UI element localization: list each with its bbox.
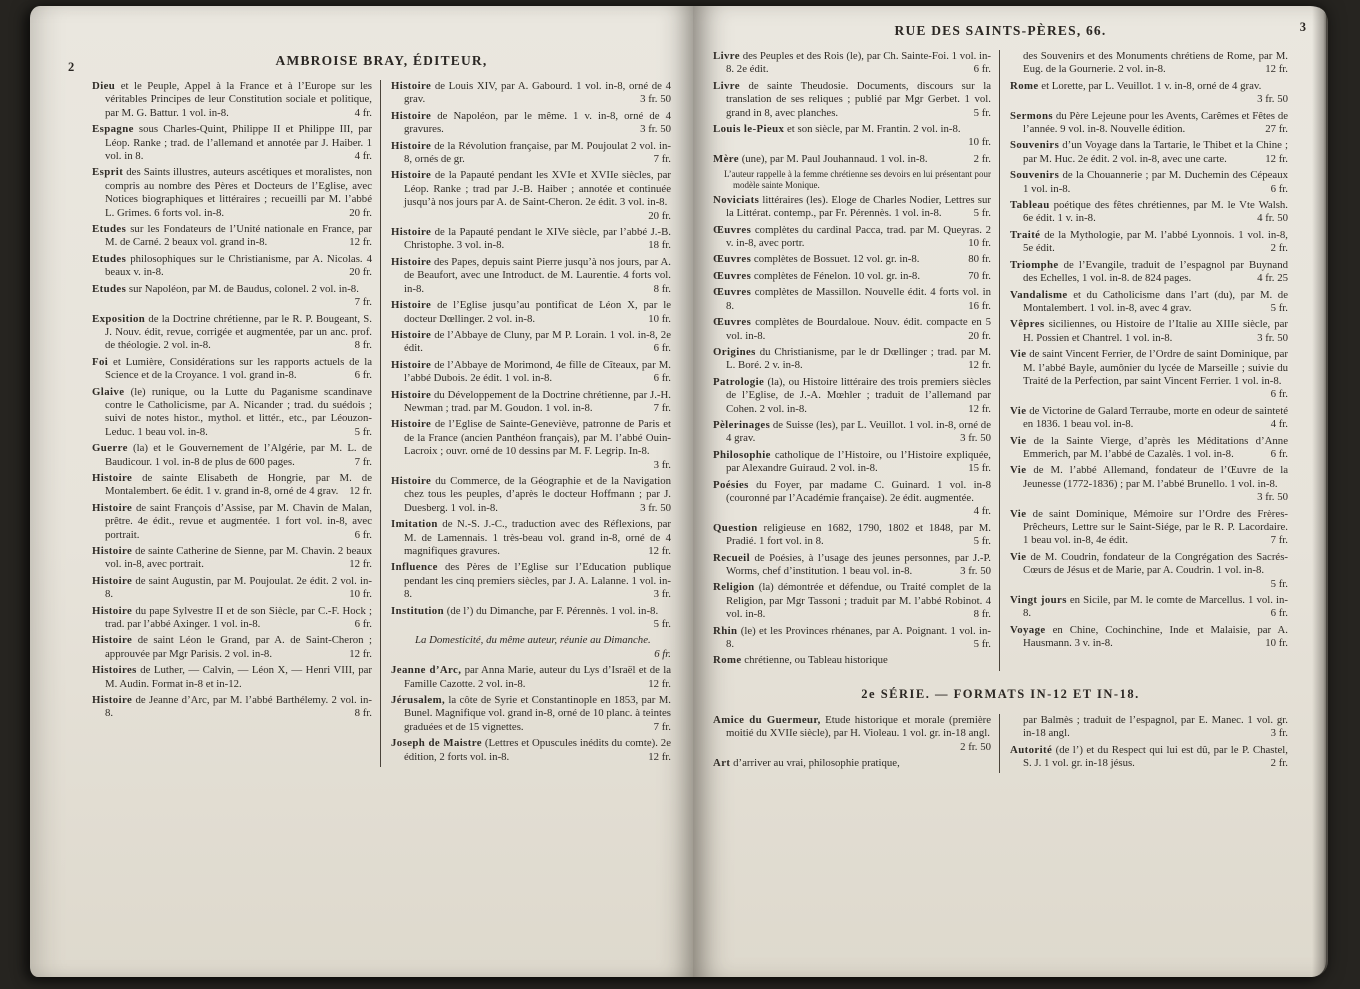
entry-price: 7 fr.: [354, 455, 372, 468]
entry-price: 6 fr.: [354, 618, 372, 631]
page-left-header-row: [68, 52, 671, 74]
catalog-entry: Question religieuse en 1682, 1790, 1802 et 1848, par M. Pradié. 1 fort vol. in 8. 5 fr.: [713, 521, 991, 548]
entry-price: 4 fr. 25: [1257, 272, 1288, 285]
entry-price: 18 fr.: [648, 239, 671, 252]
entry-title: Tableau: [1010, 199, 1050, 212]
column-4: [999, 50, 1288, 671]
catalog-entry: Foi et Lumière, Considérations sur les rapports actuels de la Science et de la Croyance. 1 vol. grand in-8. 6 fr.: [92, 355, 372, 382]
entry-price: 2 fr.: [1270, 242, 1288, 255]
catalog-entry: Histoires de Luther, — Calvin, — Léon X, — Henri VIII, par M. Audin. Format in-8 et in-12.: [92, 664, 372, 690]
entry-title: Religion: [713, 581, 755, 594]
entry-title: Voyage: [1010, 623, 1046, 636]
entry-price: 80 fr.: [968, 253, 991, 266]
entry-price: 6 fr.: [354, 528, 372, 541]
catalog-entry: Etudes philosophiques sur le Christianisme, par A. Nicolas. 4 beaux v. in-8. 20 fr.: [92, 252, 372, 279]
entry-title: Histoire: [391, 80, 432, 92]
entry-title: Histoire: [391, 388, 432, 401]
entry-title: Jérusalem,: [391, 694, 446, 707]
catalog-entry: Histoire de saint François d’Assise, par M. Chavin de Malan, prêtre. 4e édit., revue et augmentée. 1 fort vol. in-8, avec portrait. 6 fr.: [92, 501, 372, 541]
entry-title: Souvenirs: [1010, 169, 1060, 182]
entry-title: Œuvres: [713, 269, 752, 282]
entry-price: 5 fr.: [1270, 577, 1288, 590]
entry-price: 20 fr.: [349, 206, 372, 219]
entry-price: 2 fr. 50: [960, 740, 991, 753]
entry-title: Vandalisme: [1010, 288, 1068, 301]
entry-price: 7 fr.: [354, 296, 372, 309]
catalog-entry: Glaive (le) runique, ou la Lutte du Paganisme scandinave contre le Catholicisme, par A. Nicander ; trad. du suédois ; suivi de notes histor., mythol. et littér., etc., par Léouzon-Leduc. 1 beau vol. in-8. 5 fr.: [92, 385, 372, 438]
entry-price: 5 fr.: [973, 207, 991, 220]
catalog-entry: Souvenirs de la Chouannerie ; par M. Duchemin des Cépeaux 1 vol. in-8. 6 fr.: [1010, 169, 1288, 195]
entry-price: 5 fr.: [653, 618, 671, 631]
entry-title: Triomphe: [1010, 258, 1059, 271]
entry-price: 7 fr.: [653, 720, 671, 733]
entry-title: Vie: [1010, 550, 1027, 563]
entry-title: Question: [713, 521, 758, 534]
column-2: [380, 80, 671, 767]
catalog-entry: Histoire de la Papauté pendant le XIVe siècle, par l’abbé J.-B. Christophe. 3 vol. in-8. 18 fr.: [391, 226, 671, 252]
entry-title: Amice du Guermeur,: [713, 713, 821, 726]
entry-price: 12 fr.: [1265, 63, 1288, 76]
entry-price: 3 fr.: [653, 458, 671, 471]
entry-price: 3 fr. 50: [640, 123, 671, 136]
entry-price: 7 fr.: [653, 153, 671, 166]
entry-title: Livre: [713, 50, 740, 62]
entry-price: 15 fr.: [968, 462, 991, 475]
catalog-entry: des Souvenirs et des Monuments chrétiens de Rome, par M. Eug. de la Gournerie. 2 vol. in-8. 12 fr.: [1023, 50, 1288, 76]
catalog-entry: Etudes sur Napoléon, par M. de Baudus, colonel. 2 vol. in-8. 7 fr.: [92, 282, 372, 309]
catalog-entry: Vie de Victorine de Galard Terraube, morte en odeur de sainteté en 1836. 1 beau vol. in-8. 4 fr.: [1010, 404, 1288, 431]
catalog-entry: Voyage en Chine, Cochinchine, Inde et Malaisie, par A. Hausmann. 3 v. in-8. 10 fr.: [1010, 623, 1288, 650]
catalog-entry: Amice du Guermeur, Etude historique et morale (première moitié du XVIIe siècle), par H. Violeau. 1 vol. gr. in-18 angl. 2 fr. 50: [713, 713, 991, 753]
catalog-entry: Œuvres complètes du cardinal Pacca, trad. par M. Queyras. 2 v. in-8, avec portr. 10 fr.: [713, 223, 991, 250]
catalog-entry: Vie de M. l’abbé Allemand, fondateur de l’Œuvre de la Jeunesse (1772-1836) ; par M. l’abbé Brunello. 1 vol. in-8. 3 fr. 50: [1010, 464, 1288, 504]
catalog-entry: Mère (une), par M. Paul Jouhannaud. 1 vol. in-8. 2 fr.: [713, 152, 991, 165]
catalog-entry: par Balmès ; traduit de l’espagnol, par E. Manec. 1 vol. gr. in-18 angl. 3 fr.: [1023, 713, 1288, 740]
entry-title: Foi: [92, 355, 109, 368]
entry-title: Histoire: [92, 604, 133, 617]
catalog-entry: Histoire de l’Abbaye de Cluny, par M P. Lorain. 1 vol. in-8, 2e édit. 6 fr.: [391, 328, 671, 355]
entry-price: 10 fr.: [349, 588, 372, 601]
entry-price: 12 fr.: [648, 750, 671, 763]
entry-title: Philosophie: [713, 448, 771, 461]
entry-title: Jeanne d’Arc,: [391, 664, 462, 677]
catalog-entry: Livre de sainte Theudosie. Documents, discours sur la translation de ses reliques ; publié par Mgr Gerbet. 1 vol. grand in 8, avec planches. 5 fr.: [713, 79, 991, 119]
entry-title: Histoire: [92, 574, 133, 587]
entry-price: 5 fr.: [1270, 301, 1288, 314]
entry-title: Espagne: [92, 123, 134, 136]
catalog-entry: Dieu et le Peuple, Appel à la France et à l’Europe sur les véritables Principes de leur Constitution sociale et politique, par M. G. Battur. 1 vol. in-8. 4 fr.: [92, 80, 372, 119]
catalog-entry: Œuvres complètes de Fénelon. 10 vol. gr. in-8. 70 fr.: [713, 269, 991, 282]
entry-price: 5 fr.: [973, 535, 991, 548]
series-section-header: 2e SÉRIE. — FORMATS IN-12 ET IN-18.: [861, 686, 1140, 701]
entry-price: 8 fr.: [973, 608, 991, 621]
entry-title: Influence: [391, 561, 438, 574]
catalog-entry: Histoire de saint Léon le Grand, par A. de Saint-Cheron ; approuvée par Mgr Parisis. 2 vol. in-8. 12 fr.: [92, 634, 372, 660]
entry-price: 4 fr.: [354, 150, 372, 163]
entry-title: Œuvres: [713, 253, 752, 266]
catalog-entry: Autorité (de l’) et du Respect qui lui est dû, par le P. Chastel, S. J. 1 vol. gr. in-18 jésus. 2 fr.: [1010, 743, 1288, 770]
entry-price: 12 fr.: [349, 647, 372, 660]
catalog-entry: Jeanne d’Arc, par Anna Marie, auteur du Lys d’Israël et de la Famille Cazotte. 2 vol. in-8. 12 fr.: [391, 664, 671, 690]
entry-title: Histoire: [92, 634, 133, 647]
catalog-entry: Philosophie catholique de l’Histoire, ou l’Histoire expliquée, par Alexandre Guiraud. 2 vol. in-8. 15 fr.: [713, 448, 991, 475]
entry-price: 3 fr.: [1270, 727, 1288, 740]
page-right: [693, 6, 1326, 977]
catalog-entry: Tableau poétique des fêtes chrétiennes, par M. le Vte Walsh. 6e édit. 1 v. in-8. 4 fr. 50: [1010, 199, 1288, 225]
catalog-entry: Histoire du Développement de la Doctrine chrétienne, par J.-H. Newman ; trad. par M. Goudon. 1 vol. in-8. 7 fr.: [391, 388, 671, 414]
entry-price: 4 fr. 50: [1257, 212, 1288, 225]
catalog-entry: Histoire du Commerce, de la Géographie et de la Navigation chez tous les peuples, d’après le docteur Hoffmann ; par J. Duesberg. 1 vol. in-8. 3 fr. 50: [391, 474, 671, 514]
entry-price: 2 fr.: [1270, 757, 1288, 770]
entry-title: Histoire: [92, 471, 133, 484]
catalog-entry: Vandalisme et du Catholicisme dans l’art (du), par M. de Montalembert. 1 vol. in-8, avec 4 grav. 5 fr.: [1010, 288, 1288, 314]
entry-title: Œuvres: [713, 223, 752, 236]
entry-price: 12 fr.: [968, 359, 991, 372]
column-1: [92, 80, 380, 767]
entry-title: Recueil: [713, 551, 750, 564]
entry-price: 8 fr.: [653, 282, 671, 295]
catalog-entry: Origines du Christianisme, par le dr Dœllinger ; trad. par M. L. Boré. 2 v. in-8. 12 fr.: [713, 345, 991, 372]
catalog-entry: Rhin (le) et les Provinces rhénanes, par A. Poignant. 1 vol. in-8. 5 fr.: [713, 624, 991, 651]
entry-title: Vêpres: [1010, 318, 1045, 331]
entry-title: Patrologie: [713, 375, 765, 388]
entry-title: Etudes: [92, 282, 127, 295]
entry-price: 10 fr.: [968, 237, 991, 250]
entry-title: Vie: [1010, 507, 1027, 520]
catalog-entry: Vie de la Sainte Vierge, d’après les Méditations d’Anne Emmerich, par M. l’abbé de Cazalès. 1 vol. in-8. 6 fr.: [1010, 434, 1288, 460]
address-header: RUE DES SAINTS-PÈRES, 66.: [894, 23, 1107, 38]
catalog-entry: Histoire de Jeanne d’Arc, par M. l’abbé Barthélemy. 2 vol. in-8. 8 fr.: [92, 694, 372, 720]
entry-price: 5 fr.: [973, 106, 991, 119]
catalog-entry: Livre des Peuples et des Rois (le), par Ch. Sainte-Foi. 1 vol. in-8. 2e édit. 6 fr.: [713, 50, 991, 76]
catalog-entry: Imitation de N.-S. J.-C., traduction avec des Réflexions, par M. de Lamennais. 1 très-beau vol. grand in-8, orné de 4 magnifiques gravures. 12 fr.: [391, 518, 671, 557]
entry-title: Vie: [1010, 434, 1027, 447]
entry-title: Histoire: [391, 255, 432, 268]
catalog-entry: Poésies du Foyer, par madame C. Guinard. 1 vol. in-8 (couronné par l’Académie française). 2e édit. augmentée. 4 fr.: [713, 478, 991, 518]
entry-title: Histoire: [391, 139, 432, 152]
catalog-entry: Art d’arriver au vrai, philosophie pratique,: [713, 757, 900, 770]
entry-title: Vie: [1010, 464, 1027, 477]
catalog-entry: Institution (de l’) du Dimanche, par F. Pérennès. 1 vol. in-8. 5 fr.: [391, 604, 671, 631]
page-number-left: 2: [68, 60, 75, 74]
entry-title: Glaive: [92, 385, 125, 398]
entry-title: Histoires: [92, 664, 137, 677]
catalog-entry: Jérusalem, la côte de Syrie et Constantinople en 1853, par M. Bunel. Magnifique vol. grand in-8, orné de 10 planc. à teintes graduées et de 15 vignettes. 7 fr.: [391, 694, 671, 733]
entry-title: Histoire: [391, 169, 432, 182]
page-number-right: 3: [1299, 20, 1306, 34]
catalog-entry: Exposition de la Doctrine chrétienne, par le R. P. Bougeant, S. J. Nouv. édit, revue, corrigée et augmentée, par un anc. prof. de théologie. 2 vol. in-8. 8 fr.: [92, 312, 372, 352]
catalog-entry: Histoire des Papes, depuis saint Pierre jusqu’à nos jours, par A. de Beaufort, avec une Introduct. de M. Laurentie. 4 forts vol. in-8. 8 fr.: [391, 255, 671, 295]
catalog-entry: Œuvres complètes de Bourdaloue. Nouv. édit. compacte en 5 vol. in-8. 20 fr.: [713, 316, 991, 342]
entry-price: 12 fr.: [1265, 152, 1288, 165]
catalog-entry: Sermons du Père Lejeune pour les Avents, Carêmes et Fêtes de l’année. 9 vol. in-8. Nouvelle édition. 27 fr.: [1010, 109, 1288, 136]
catalog-entry: Vêpres siciliennes, ou Histoire de l’Italie au XIIIe siècle, par H. Possien et Chantrel. 1 vol. in-8. 3 fr. 50: [1010, 318, 1288, 344]
catalog-entry: Œuvres complètes de Massillon. Nouvelle édit. 4 forts vol. in 8. 16 fr.: [713, 286, 991, 312]
page-right-header-row: [713, 20, 1306, 40]
entry-price: 3 fr.: [653, 588, 671, 601]
page-right-columns: [713, 50, 1288, 671]
catalog-entry: Vie de saint Dominique, Mémoire sur l’Ordre des Frères-Prêcheurs, Lettre sur le Saint-Siége, par le R. P. Lacordaire. 1 beau vol. in-8, 4e édit. 7 fr.: [1010, 507, 1288, 547]
entry-title: Histoire: [92, 545, 133, 557]
scanned-book-spread: [30, 6, 1326, 977]
catalog-entry: Louis le-Pieux et son siècle, par M. Frantin. 2 vol. in-8. 10 fr.: [713, 123, 991, 149]
catalog-entry: Vie de saint Vincent Ferrier, de l’Ordre de saint Dominique, par M. l’abbé Bayle, aumônier du lycée de Marseille ; suivie du Traité de la Perfection, par saint Vincent Ferrier. 1 vol. in-8. 6 fr.: [1010, 348, 1288, 401]
entry-price: 3 fr. 50: [960, 432, 991, 445]
catalog-entry: Esprit des Saints illustres, auteurs ascétiques et moralistes, non compris au nombre des Pères et Docteurs de l’Eglise, avec Notices biographiques et littéraires ; recueilli par M. l’abbé L. Grimes. 6 forts vol. in-8. 20 fr.: [92, 166, 372, 219]
catalog-entry: Rome chrétienne, ou Tableau historique: [713, 654, 888, 667]
entry-price: 12 fr.: [349, 485, 372, 498]
entry-price: 4 fr.: [354, 106, 372, 119]
entry-price: 5 fr.: [973, 638, 991, 651]
entry-title: Vie: [1010, 404, 1027, 417]
catalog-entry: Recueil de Poésies, à l’usage des jeunes personnes, par J.-P. Worms, chef d’institution. 1 beau vol. in-8. 3 fr. 50: [713, 551, 991, 577]
entry-title: Vingt jours: [1010, 594, 1067, 607]
entry-title: Histoire: [92, 694, 133, 707]
catalog-entry: Histoire de Louis XIV, par A. Gabourd. 1 vol. in-8, orné de 4 grav. 3 fr. 50: [391, 80, 671, 106]
entry-title: Histoire: [391, 328, 432, 341]
entry-title: Imitation: [391, 518, 438, 531]
entry-title: Joseph de Maistre: [391, 737, 482, 750]
catalog-entry: Guerre (la) et le Gouvernement de l’Algérie, par M. L. de Baudicour. 1 vol. in-8 de plus de 600 pages. 7 fr.: [92, 442, 372, 468]
catalog-entry: L’auteur rappelle à la femme chrétienne ses devoirs en lui présentant pour modèle sainte Monique.: [724, 169, 991, 191]
entry-price: 6 fr.: [654, 647, 671, 660]
catalog-entry: Traité de la Mythologie, par M. l’abbé Lyonnois. 1 vol. in-8, 5e édit. 2 fr.: [1010, 228, 1288, 255]
entry-title: Pèlerinages: [713, 418, 771, 431]
entry-price: 6 fr.: [973, 63, 991, 76]
catalog-entry: La Domesticité, du même auteur, réunie au Dimanche. 6 fr.: [415, 634, 671, 660]
entry-title: Histoire: [92, 501, 133, 514]
entry-title: Exposition: [92, 312, 146, 325]
catalog-entry: Religion (la) démontrée et défendue, ou Traité complet de la Religion, par Mgr Tassoni ; traduit par M. l’abbé Robinot. 4 vol. in-8. 8 fr.: [713, 581, 991, 621]
catalog-entry: Vie de M. Coudrin, fondateur de la Congrégation des Sacrés-Cœurs de Jésus et de Marie, par A. Coudrin. 1 vol. in-8. 5 fr.: [1010, 550, 1288, 590]
entry-price: 12 fr.: [648, 677, 671, 690]
catalog-entry: Joseph de Maistre (Lettres et Opuscules inédits du comte). 2e édition, 2 forts vol. in-8. 12 fr.: [391, 737, 671, 763]
entry-price: 2 fr.: [973, 152, 991, 165]
entry-title: Histoire: [391, 226, 432, 239]
entry-title: Sermons: [1010, 109, 1053, 122]
entry-price: 6 fr.: [1270, 388, 1288, 401]
entry-price: 8 fr.: [354, 707, 372, 720]
catalog-entry: Histoire de sainte Elisabeth de Hongrie, par M. de Montalembert. 6e édit. 1 v. grand in-8, orné de 4 grav. 12 fr.: [92, 471, 372, 498]
entry-title: Etudes: [92, 252, 127, 265]
entry-title: Noviciats: [713, 193, 760, 206]
entry-price: 12 fr.: [349, 236, 372, 249]
publisher-header: AMBROISE BRAY, ÉDITEUR,: [275, 53, 488, 68]
entry-title: Histoire: [391, 109, 432, 122]
entry-price: 20 fr.: [349, 266, 372, 279]
entry-price: 8 fr.: [354, 339, 372, 352]
catalog-entry: Œuvres complètes de Bossuet. 12 vol. gr. in-8. 80 fr.: [713, 253, 991, 266]
entry-title: Histoire: [391, 418, 432, 431]
entry-price: 3 fr. 50: [1257, 491, 1288, 504]
catalog-entry: Souvenirs d’un Voyage dans la Tartarie, le Thibet et la Chine ; par M. Huc. 2e édit. 2 vol. in-8, avec une carte. 12 fr.: [1010, 139, 1288, 165]
series-columns: [713, 714, 1288, 774]
entry-price: 6 fr.: [653, 372, 671, 385]
catalog-entry: Rome et Lorette, par L. Veuillot. 1 v. in-8, orné de 4 grav. 3 fr. 50: [1010, 79, 1288, 106]
catalog-entry: Triomphe de l’Evangile, traduit de l’espagnol par Buynand des Echelles, 1 vol. in-8. de 824 pages. 4 fr. 25: [1010, 258, 1288, 285]
page-left-columns: [92, 80, 671, 767]
entry-price: 7 fr.: [1270, 534, 1288, 547]
entry-price: 7 fr.: [653, 401, 671, 414]
entry-price: 10 fr.: [648, 312, 671, 325]
entry-title: Souvenirs: [1010, 139, 1060, 152]
catalog-entry: Histoire de Napoléon, par le même. 1 v. in-8, orné de 4 gravures. 3 fr. 50: [391, 109, 671, 136]
entry-price: 3 fr. 50: [1257, 331, 1288, 344]
catalog-entry: Histoire de l’Eglise de Sainte-Geneviève, patronne de Paris et de la France (ancien Panthéon français), par M. l’abbé Ouin-Lacroix ; ouvr. orné de 10 dessins par M. F. Legrip. In-8. 3 fr.: [391, 418, 671, 471]
entry-price: 6 fr.: [1270, 607, 1288, 620]
entry-title: Œuvres: [713, 286, 752, 299]
catalog-entry: Histoire du pape Sylvestre II et de son Siècle, par C.-F. Hock ; trad. par l’abbé Axinger. 1 vol. in-8. 6 fr.: [92, 604, 372, 631]
entry-price: 3 fr. 50: [640, 501, 671, 514]
entry-title: Mère: [713, 152, 739, 165]
catalog-entry: Noviciats littéraires (les). Eloge de Charles Nodier, Lettres sur la Littérat. contemp., par Fr. Pérennès. 1 vol. in-8. 5 fr.: [713, 193, 991, 220]
entry-price: 12 fr.: [349, 558, 372, 571]
catalog-entry: Patrologie (la), ou Histoire littéraire des trois premiers siècles de l’Eglise, de J.-A. Mœhler ; traduit de l’allemand par Cohen. 2 vol. in-8. 12 fr.: [713, 375, 991, 415]
entry-title: Louis le-Pieux: [713, 123, 785, 136]
entry-price: 6 fr.: [653, 342, 671, 355]
entry-title: Origines: [713, 345, 756, 358]
entry-title: Livre: [713, 79, 740, 92]
entry-price: 10 fr.: [968, 136, 991, 149]
entry-title: Vie: [1010, 348, 1027, 361]
series-column-2: [999, 714, 1288, 774]
catalog-entry: Espagne sous Charles-Quint, Philippe II et Philippe III, par Léop. Ranke ; trad. de l’allemand et annotée par J. Haiber. 1 vol. in 8. 4 fr.: [92, 123, 372, 163]
entry-price: 6 fr.: [1270, 447, 1288, 460]
entry-title: Œuvres: [713, 316, 752, 329]
catalog-entry: Histoire de sainte Catherine de Sienne, par M. Chavin. 2 beaux vol. in-8, avec portrait. 12 fr.: [92, 545, 372, 571]
page-left: [30, 6, 693, 977]
series-column-1: [713, 714, 999, 774]
entry-price: 3 fr. 50: [1257, 93, 1288, 106]
entry-title: Etudes: [92, 223, 127, 236]
entry-title: Institution: [391, 604, 445, 617]
catalog-entry: Etudes sur les Fondateurs de l’Unité nationale en France, par M. de Carné. 2 beaux vol. grand in-8. 12 fr.: [92, 223, 372, 249]
entry-title: Esprit: [92, 166, 124, 179]
entry-price: 3 fr. 50: [960, 565, 991, 577]
catalog-entry: Histoire de la Révolution française, par M. Poujoulat 2 vol. in-8, ornés de gr. 7 fr.: [391, 139, 671, 166]
entry-price: 3 fr. 50: [640, 93, 671, 106]
entry-price: 20 fr.: [968, 329, 991, 342]
entry-title: Guerre: [92, 442, 128, 455]
catalog-entry: Influence des Pères de l’Eglise sur l’Education publique pendant les cinq premiers siècles, par J. A. Lalanne. 1 vol. in-8. 3 fr.: [391, 561, 671, 601]
entry-title: Traité: [1010, 228, 1041, 241]
entry-title: Histoire: [391, 474, 432, 487]
entry-title: Histoire: [391, 358, 432, 371]
entry-title: Rhin: [713, 624, 738, 637]
entry-title: Art: [713, 757, 731, 770]
entry-price: 6 fr.: [1270, 182, 1288, 195]
entry-price: 10 fr.: [1265, 637, 1288, 650]
catalog-entry: Histoire de l’Abbaye de Morimond, 4e fille de Cîteaux, par M. l’abbé Dubois. 2e édit. 1 vol. in-8. 6 fr.: [391, 358, 671, 385]
catalog-entry: Histoire de la Papauté pendant les XVIe et XVIIe siècles, par Léop. Ranke ; trad par J.-B. Haiber ; annotée et continuée jusqu’à nos jours par A. de Saint-Cheron. 2e édit. 3 vol. in-8. 20 fr.: [391, 169, 671, 222]
entry-title: Autorité: [1010, 743, 1053, 756]
entry-price: 12 fr.: [968, 402, 991, 415]
entry-title: Rome: [1010, 79, 1039, 92]
entry-price: 70 fr.: [968, 269, 991, 282]
entry-price: 5 fr.: [354, 425, 372, 438]
entry-price: 27 fr.: [1265, 123, 1288, 136]
entry-title: Dieu: [92, 80, 116, 92]
entry-title: Histoire: [391, 299, 432, 312]
entry-price: 4 fr.: [1270, 418, 1288, 431]
catalog-entry: Histoire de l’Eglise jusqu’au pontificat de Léon X, par le docteur Dœllinger. 2 vol. in-8. 10 fr.: [391, 299, 671, 325]
entry-price: 20 fr.: [648, 209, 671, 222]
entry-title: Rome: [713, 654, 742, 667]
entry-price: 12 fr.: [648, 545, 671, 557]
entry-title: Poésies: [713, 478, 749, 491]
catalog-entry: Pèlerinages de Suisse (les), par L. Veuillot. 1 vol. in-8, orné de 4 grav. 3 fr. 50: [713, 418, 991, 445]
catalog-entry: Vingt jours en Sicile, par M. le comte de Marcellus. 1 vol. in-8. 6 fr.: [1010, 594, 1288, 620]
column-3: [713, 50, 999, 671]
entry-price: 16 fr.: [968, 299, 991, 312]
catalog-entry: Histoire de saint Augustin, par M. Poujoulat. 2e édit. 2 vol. in-8. 10 fr.: [92, 574, 372, 601]
entry-price: 6 fr.: [354, 369, 372, 382]
entry-price: 4 fr.: [973, 505, 991, 518]
